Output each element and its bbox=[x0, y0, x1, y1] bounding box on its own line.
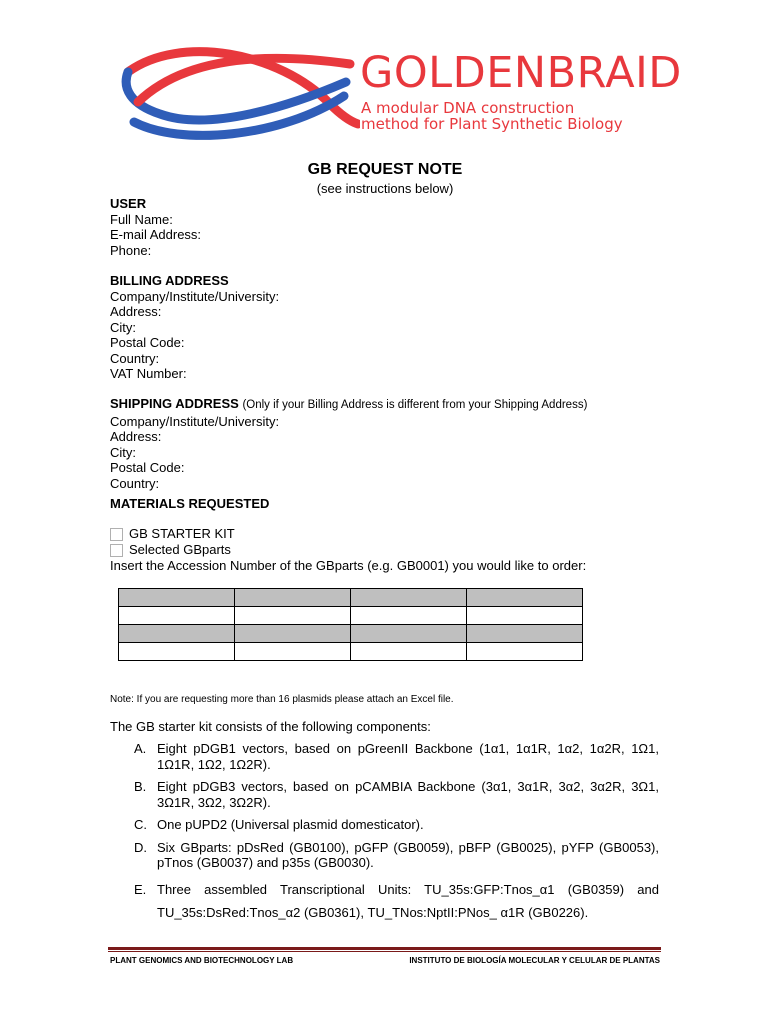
materials-section bbox=[110, 496, 269, 512]
table-cell[interactable] bbox=[119, 625, 235, 643]
footer-rule bbox=[108, 947, 661, 950]
table-row bbox=[119, 625, 583, 643]
table-row bbox=[119, 643, 583, 661]
table-cell[interactable] bbox=[467, 607, 583, 625]
shipping-heading: SHIPPING ADDRESS bbox=[110, 396, 239, 411]
list-item-letter: C. bbox=[134, 817, 147, 832]
list-item-text: Three assembled Transcriptional Units: TU_35s:GFP:Tnos_α1 (GB0359) and TU_35s:DsRed:Tnos_α2 (GB0361), TU_TNos:NptII:PNos_ α1R (GB0226). bbox=[157, 881, 659, 920]
plasmid-note: Note: If you are requesting more than 16 plasmids please attach an Excel file. bbox=[110, 694, 454, 705]
table-cell[interactable] bbox=[467, 589, 583, 607]
table-cell[interactable] bbox=[235, 625, 351, 643]
footer-right-text: INSTITUTO DE BIOLOGÍA MOLECULAR Y CELULAR DE PLANTAS bbox=[409, 956, 660, 965]
table-cell[interactable] bbox=[351, 625, 467, 643]
shipping-note: (Only if your Billing Address is different from your Shipping Address) bbox=[242, 399, 588, 411]
user-email-label[interactable]: E-mail Address: bbox=[110, 227, 202, 242]
list-item-text: Eight pDGB3 vectors, based on pCAMBIA Backbone (3α1, 3α1R, 3α2, 3α2R, 3Ω1, 3Ω1R, 3Ω2, 3Ω2R). bbox=[157, 779, 659, 810]
list-item-text: One pUPD2 (Universal plasmid domesticator). bbox=[157, 817, 424, 832]
materials-heading: MATERIALS REQUESTED bbox=[110, 496, 270, 511]
starter-kit-option[interactable] bbox=[110, 526, 235, 542]
list-item-letter: E. bbox=[134, 881, 147, 897]
footer-rule-thin bbox=[108, 951, 661, 952]
starter-kit-label: GB STARTER KIT bbox=[129, 526, 235, 541]
billing-city-label[interactable]: City: bbox=[110, 319, 136, 335]
selected-gbparts-option[interactable] bbox=[110, 542, 235, 558]
shipping-section bbox=[110, 396, 587, 491]
table-cell[interactable] bbox=[235, 643, 351, 661]
goldenbraid-logo bbox=[120, 42, 682, 142]
table-cell[interactable] bbox=[235, 607, 351, 625]
list-item-text: Six GBparts: pDsRed (GB0100), pGFP (GB0059), pBFP (GB0025), pYFP (GB0053), pTnos (GB0037) and p35s (GB0030). bbox=[157, 839, 659, 870]
shipping-country-label[interactable]: Country: bbox=[110, 475, 160, 491]
list-item bbox=[132, 741, 659, 772]
selected-gbparts-checkbox[interactable] bbox=[110, 544, 123, 557]
shipping-address-label[interactable]: Address: bbox=[110, 429, 162, 444]
table-cell[interactable] bbox=[119, 607, 235, 625]
user-full-name-label[interactable]: Full Name: bbox=[110, 211, 173, 227]
list-item-text: Eight pDGB1 vectors, based on pGreenII Backbone (1α1, 1α1R, 1α2, 1α2R, 1Ω1, 1Ω1R, 1Ω2, 1Ω2R). bbox=[157, 741, 659, 772]
table-cell[interactable] bbox=[119, 589, 235, 607]
logo-subtitle-line1: A modular DNA construction bbox=[361, 99, 575, 117]
list-item bbox=[132, 840, 659, 871]
footer-left-text: PLANT GENOMICS AND BIOTECHNOLOGY LAB bbox=[110, 956, 294, 965]
table-cell[interactable] bbox=[467, 643, 583, 661]
table-row bbox=[119, 589, 583, 607]
user-heading: USER bbox=[110, 196, 147, 211]
list-item bbox=[132, 817, 659, 833]
billing-company-label[interactable]: Company/Institute/University: bbox=[110, 288, 280, 304]
page-title: GB REQUEST NOTE bbox=[307, 161, 463, 178]
shipping-city-label[interactable]: City: bbox=[110, 444, 136, 460]
table-cell[interactable] bbox=[119, 643, 235, 661]
user-phone-label[interactable]: Phone: bbox=[110, 242, 152, 258]
logo-subtitle bbox=[361, 100, 623, 132]
table-cell[interactable] bbox=[351, 643, 467, 661]
billing-country-label[interactable]: Country: bbox=[110, 350, 160, 366]
user-section bbox=[110, 196, 201, 258]
billing-vat-label[interactable]: VAT Number: bbox=[110, 366, 187, 381]
table-row bbox=[119, 607, 583, 625]
accession-table bbox=[118, 588, 583, 661]
braid-emblem-icon bbox=[120, 42, 360, 142]
table-cell[interactable] bbox=[351, 607, 467, 625]
starter-kit-checkbox[interactable] bbox=[110, 528, 123, 541]
table-cell[interactable] bbox=[235, 589, 351, 607]
billing-postal-code-label[interactable]: Postal Code: bbox=[110, 335, 185, 350]
billing-section bbox=[110, 273, 279, 382]
list-item-letter: D. bbox=[134, 839, 147, 855]
billing-heading: BILLING ADDRESS bbox=[110, 273, 229, 288]
table-cell[interactable] bbox=[351, 589, 467, 607]
list-item bbox=[132, 779, 659, 810]
logo-title: GOLDENBRAID bbox=[360, 48, 682, 98]
shipping-company-label[interactable]: Company/Institute/University: bbox=[110, 413, 280, 429]
list-item-letter: A. bbox=[134, 741, 147, 756]
kit-components-list bbox=[132, 741, 659, 931]
materials-options bbox=[110, 526, 235, 558]
logo-subtitle-line2: method for Plant Synthetic Biology bbox=[361, 115, 623, 133]
billing-address-label[interactable]: Address: bbox=[110, 304, 162, 319]
list-item-letter: B. bbox=[134, 779, 147, 794]
page-subtitle: (see instructions below) bbox=[316, 181, 454, 196]
shipping-postal-code-label[interactable]: Postal Code: bbox=[110, 460, 185, 475]
kit-intro: The GB starter kit consists of the following components: bbox=[110, 719, 431, 734]
list-item bbox=[132, 878, 659, 924]
accession-instruction: Insert the Accession Number of the GBparts (e.g. GB0001) you would like to order: bbox=[110, 558, 587, 573]
selected-gbparts-label: Selected GBparts bbox=[129, 542, 231, 557]
table-cell[interactable] bbox=[467, 625, 583, 643]
